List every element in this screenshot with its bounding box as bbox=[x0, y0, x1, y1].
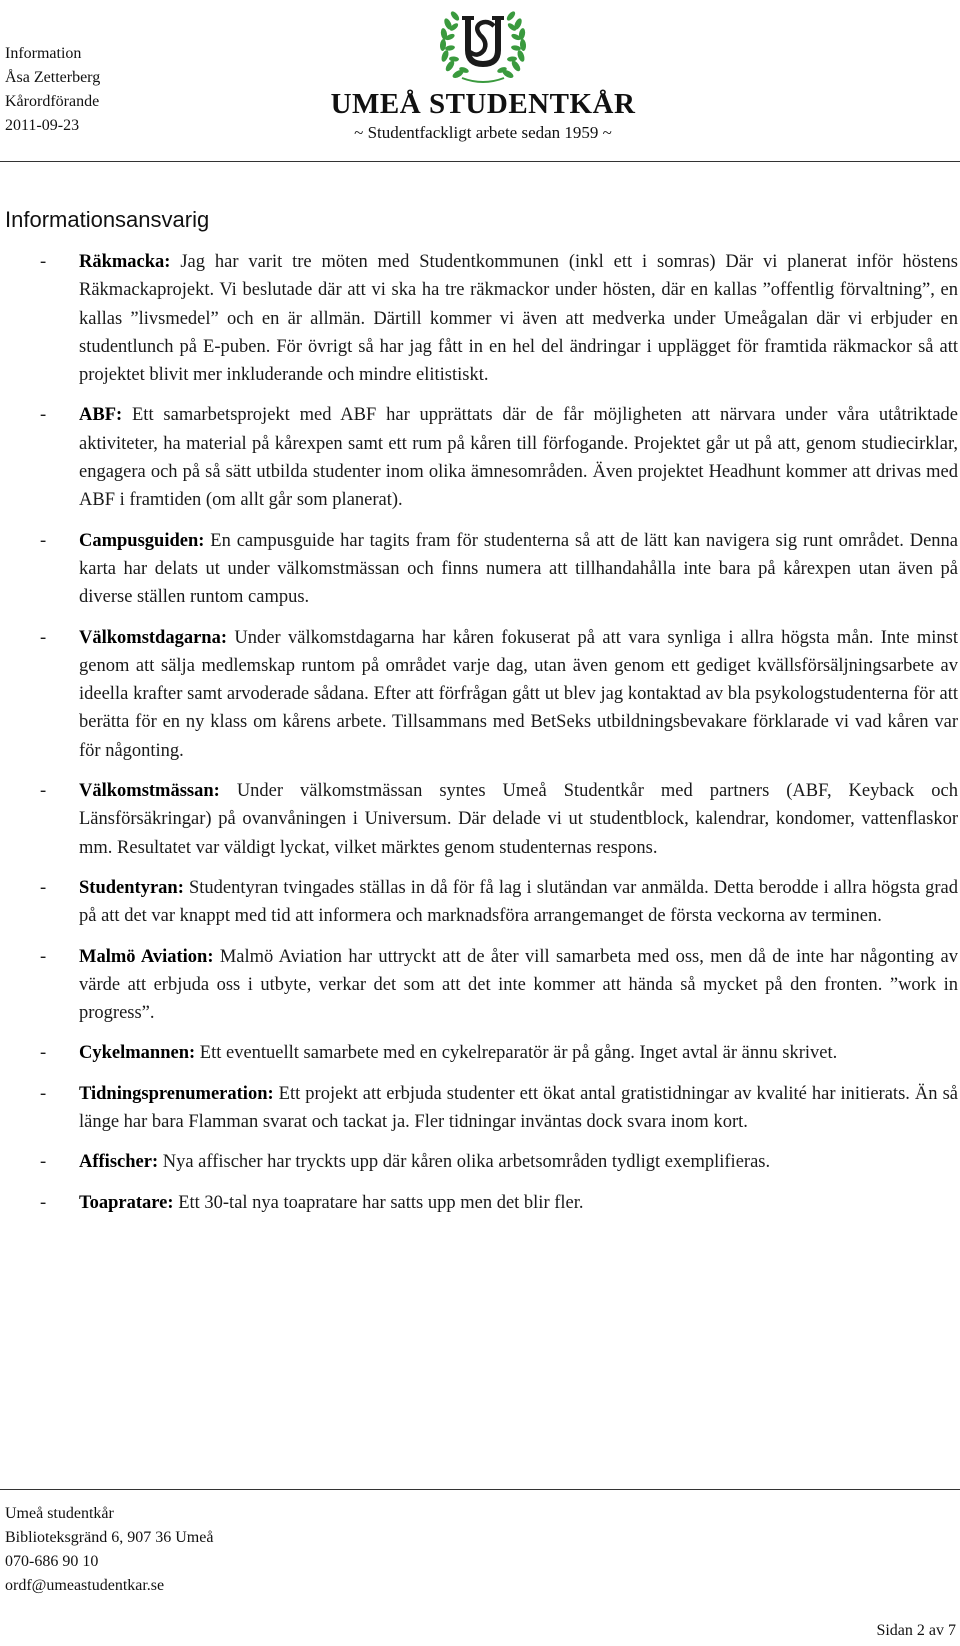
organization-logo bbox=[313, 4, 653, 154]
meta-author: Åsa Zetterberg bbox=[5, 69, 101, 86]
item-term: Cykelmannen: bbox=[79, 1043, 196, 1064]
list-bullet: - bbox=[40, 1043, 47, 1064]
item-text: Jag har varit tre möten med Studentkommunen (inkl ett i somras) Där vi planerat inför höstens Räkmackaprojekt. Vi beslutade där att vi ska ha tre räkmackor under hösten, där en kallas ”offentlig förvaltning”, en kallas ”livsmedel” och en är allmän. Därtill kommer vi även att medverka under Umeågalan där vi erbjuder en studentlunch på E-puben. För övrigt så har jag fått in en hel del ändringar i upplägget för framtida räkmackor så att projektet blivit mer inkluderande och mindre elitistiskt. bbox=[79, 252, 958, 386]
list-item bbox=[0, 874, 960, 931]
item-term: Studentyran: bbox=[79, 877, 184, 898]
footer-address bbox=[5, 1502, 213, 1598]
organization-tagline: ~ Studentfackligt arbete sedan 1959 ~ bbox=[354, 123, 612, 142]
item-term: Välkomstdagarna: bbox=[79, 627, 228, 648]
list-item bbox=[0, 1189, 960, 1217]
item-text: Under välkomstmässan syntes Umeå Studentkår med partners (ABF, Keyback och Länsförsäkringar) på ovanvåningen i Universum. Där delade vi ut studentblock, kalendrar, kondomer, vattenflaskor mm. Resultatet var väldigt lyckat, vilket märktes genom studenternas respons. bbox=[79, 781, 958, 858]
header-divider bbox=[0, 161, 960, 162]
list-bullet: - bbox=[40, 877, 47, 898]
list-item bbox=[0, 527, 960, 612]
item-text: Ett 30-tal nya toapratare har satts upp men det blir fler. bbox=[173, 1192, 584, 1213]
item-term: Tidningsprenumeration: bbox=[79, 1083, 274, 1104]
item-text: Studentyran tvingades ställas in då för få lag i slutändan var anmälda. Detta berodde i allra högsta grad på att det var knappt med tid att informera och marknadsföra arrangemanget de första veckorna av terminen. bbox=[79, 877, 958, 927]
organization-name: UMEÅ STUDENTKÅR bbox=[330, 88, 636, 120]
footer-divider bbox=[0, 1489, 960, 1490]
item-term: Affischer: bbox=[79, 1152, 159, 1173]
section-title: Informationsansvarig bbox=[5, 207, 210, 232]
item-term: Malmö Aviation: bbox=[79, 946, 214, 967]
us-monogram-laurel-wreath-icon bbox=[428, 4, 538, 86]
meta-role: Kårordförande bbox=[5, 93, 100, 110]
list-item bbox=[0, 1148, 960, 1176]
page-number: Sidan 2 av 7 bbox=[876, 1622, 956, 1639]
item-term: Toapratare: bbox=[79, 1192, 174, 1213]
list-item bbox=[0, 1039, 960, 1067]
item-text: Nya affischer har tryckts upp där kåren olika arbetsområden tydligt exemplifieras. bbox=[158, 1152, 771, 1173]
list-item bbox=[0, 777, 960, 862]
item-text: Malmö Aviation har uttryckt att de åter vill samarbeta med oss, men då de inte har någonting av värde att erbjuda oss i utbyte, verkar det som att det inte kommer att hända så mycket på den fronten. ”work in progress”. bbox=[79, 946, 958, 1024]
list-item bbox=[0, 401, 960, 514]
meta-category: Information bbox=[5, 45, 82, 62]
document-meta bbox=[5, 42, 100, 138]
footer-phone: 070-686 90 10 bbox=[5, 1553, 99, 1570]
item-text: Ett samarbetsprojekt med ABF har upprättats där de får möjligheten att närvara under våra utåtriktade aktiviteter, ha material på kårexpen samt ett rum på kåren till förfogande. Projektet går ut på att, genom studiecirklar, engagera och på så sätt utbilda studenter inom olika ämnesområden. Även projektet Headhunt kommer att drivas med ABF i framtiden (om allt går som planerat). bbox=[79, 405, 958, 511]
list-bullet: - bbox=[40, 1192, 47, 1213]
item-term: Räkmacka: bbox=[79, 252, 171, 272]
list-bullet: - bbox=[40, 1152, 47, 1173]
list-item bbox=[0, 248, 960, 389]
list-bullet: - bbox=[40, 1083, 47, 1104]
report-item-list bbox=[0, 248, 960, 1229]
footer-org: Umeå studentkår bbox=[5, 1505, 114, 1522]
item-text: Ett projekt att erbjuda studenter ett ökat antal gratistidningar av kvalité har initierats. Än så länge har bara Flamman svarat och tackat ja. Fler tidningar inväntas dock svara inom kort. bbox=[79, 1083, 958, 1133]
item-text: Under välkomstdagarna har kåren fokuserat på att vara synliga i allra högsta mån. Inte minst genom att sälja medlemskap runtom på området varje dag, utan även genom ett gediget kvällsförsäljningsarbete av ideella krafter samt arvoderade sådana. Efter att förfrågan gått ut blev jag kontaktad av bla psykologstudenterna för att berätta för en ny klass om kårens arbete. Tillsammans med BetSeks utbildningsbevakare förklarade vi vad kåren var för någonting. bbox=[79, 627, 958, 761]
item-term: Campusguiden: bbox=[79, 530, 205, 551]
list-item bbox=[0, 943, 960, 1028]
list-item bbox=[0, 624, 960, 765]
list-bullet: - bbox=[40, 530, 47, 551]
meta-date: 2011-09-23 bbox=[5, 117, 80, 134]
list-item bbox=[0, 1080, 960, 1137]
footer-email: ordf@umeastudentkar.se bbox=[5, 1577, 165, 1594]
item-text: Ett eventuellt samarbete med en cykelreparatör är på gång. Inget avtal är ännu skrivet. bbox=[195, 1043, 838, 1064]
list-bullet: - bbox=[40, 405, 47, 426]
list-bullet: - bbox=[40, 252, 47, 272]
list-bullet: - bbox=[40, 781, 47, 802]
item-term: Välkomstmässan: bbox=[79, 781, 220, 802]
item-text: En campusguide har tagits fram för studenterna så att de lätt kan navigera sig runt området. Denna karta har delats ut under välkomstmässan och finns numera att tillhandahålla inte bara på kårexpen utan även på diverse ställen runtom campus. bbox=[79, 530, 958, 608]
footer-street: Biblioteksgränd 6, 907 36 Umeå bbox=[5, 1529, 214, 1546]
list-bullet: - bbox=[40, 627, 47, 648]
item-term: ABF: bbox=[79, 405, 123, 426]
list-bullet: - bbox=[40, 946, 47, 967]
